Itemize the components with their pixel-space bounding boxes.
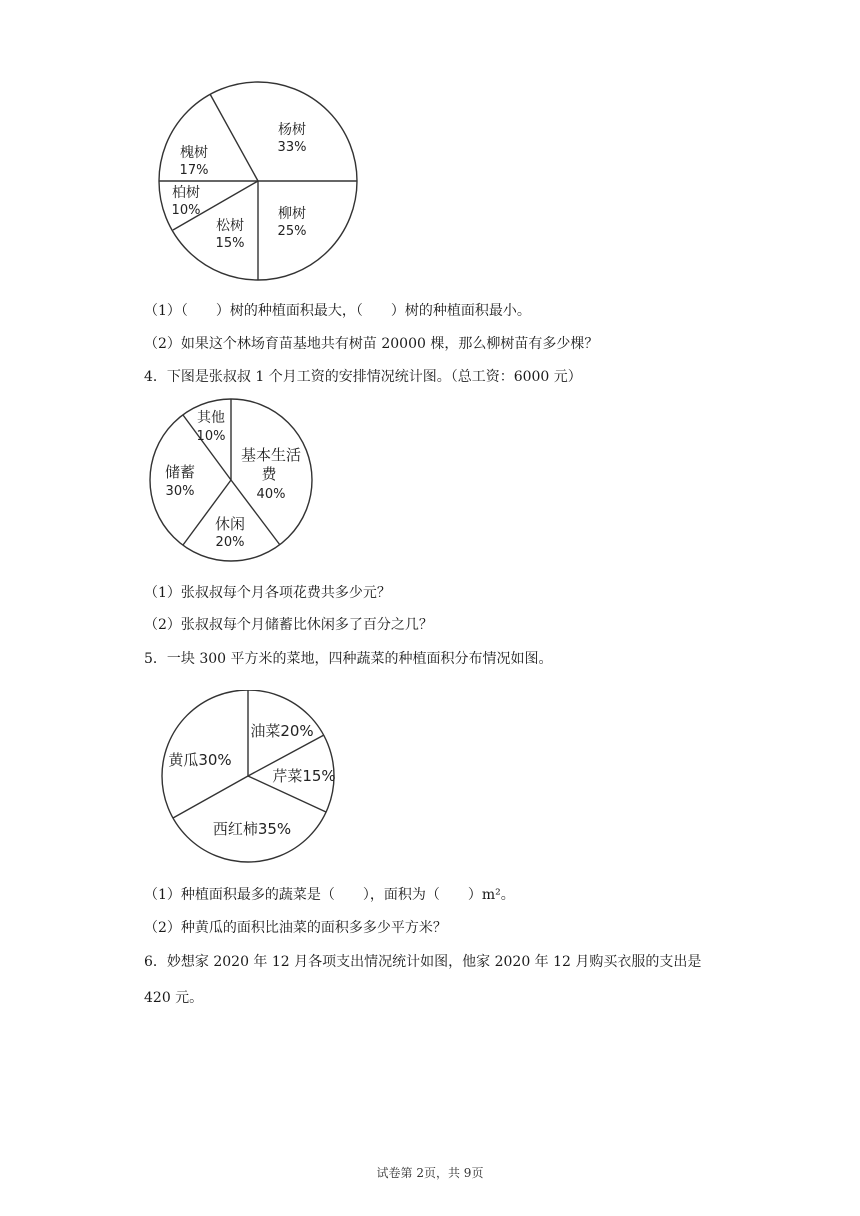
q5-sub1: （1）种植面积最多的蔬菜是（ ），面积为（ ）m²。 bbox=[144, 887, 515, 903]
q4-sub1: （1）张叔叔每个月各项花费共多少元？ bbox=[144, 585, 391, 601]
vegetable-label-rape: 油菜20% bbox=[250, 722, 314, 740]
vegetable-pie-chart bbox=[160, 690, 338, 872]
q5-stem: 5．一块 300 平方米的菜地，四种蔬菜的种植面积分布情况如图。 bbox=[144, 651, 553, 667]
tree-label-liu: 柳树 bbox=[278, 206, 306, 222]
salary-value-leisure: 20% bbox=[215, 535, 245, 550]
tree-value-song: 15% bbox=[215, 236, 245, 251]
tree-label-huai: 槐树 bbox=[180, 145, 208, 161]
salary-label-saving: 储蓄 bbox=[164, 463, 196, 481]
vegetable-label-tomato: 西红柿35% bbox=[212, 820, 292, 838]
salary-value-saving: 30% bbox=[165, 484, 195, 499]
salary-value-living: 40% bbox=[256, 487, 286, 502]
q6-stem-line2: 420 元。 bbox=[144, 990, 204, 1006]
q4-stem: 4．下图是张叔叔 1 个月工资的安排情况统计图。（总工资：6000 元） bbox=[144, 369, 582, 385]
salary-label-living-2: 费 bbox=[261, 465, 277, 483]
page-footer: 试卷第 2页，共 9页 bbox=[376, 1166, 484, 1180]
tree-value-liu: 25% bbox=[277, 224, 307, 239]
q3-sub1: （1）（ ）树的种植面积最大，（ ）树的种植面积最小。 bbox=[144, 303, 531, 319]
tree-label-yang: 杨树 bbox=[278, 122, 306, 138]
salary-label-living-1: 基本生活 bbox=[240, 446, 302, 464]
q5-sub2: （2）种黄瓜的面积比油菜的面积多多少平方米？ bbox=[144, 920, 447, 936]
vegetable-label-celery: 芹菜15% bbox=[272, 767, 336, 785]
tree-value-huai: 17% bbox=[179, 163, 209, 178]
vegetable-label-cucumber: 黄瓜30% bbox=[168, 751, 232, 769]
q4-sub2: （2）张叔叔每个月储蓄比休闲多了百分之几？ bbox=[144, 617, 433, 633]
tree-pie-chart bbox=[158, 80, 360, 286]
tree-label-song: 松树 bbox=[216, 218, 244, 234]
tree-label-bai: 柏树 bbox=[172, 185, 200, 201]
salary-label-other: 其他 bbox=[197, 410, 225, 426]
tree-value-yang: 33% bbox=[277, 140, 307, 155]
q6-stem-line1: 6．妙想家 2020 年 12 月各项支出情况统计如图，他家 2020 年 12 月购买衣服的支出是 bbox=[144, 954, 702, 970]
salary-value-other: 10% bbox=[196, 429, 226, 444]
q3-sub2: （2）如果这个林场育苗基地共有树苗 20000 棵，那么柳树苗有多少棵？ bbox=[144, 336, 599, 352]
salary-pie-chart bbox=[149, 398, 315, 568]
tree-value-bai: 10% bbox=[171, 203, 201, 218]
salary-label-leisure: 休闲 bbox=[214, 515, 246, 533]
